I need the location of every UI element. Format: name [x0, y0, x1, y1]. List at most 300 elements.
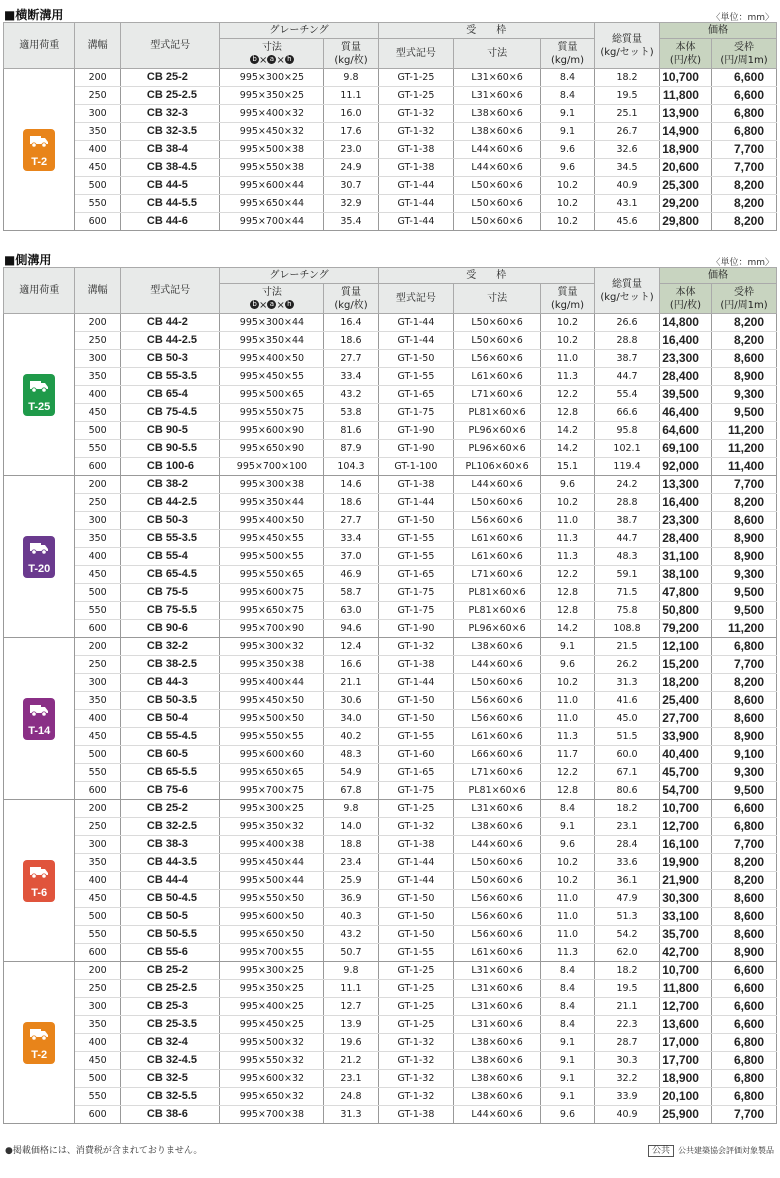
grating-dim-cell: 995×450×55	[220, 530, 324, 548]
table-row	[4, 386, 777, 404]
total-mass-cell: 26.7	[595, 123, 660, 141]
table-row	[4, 710, 777, 728]
grating-mass-cell: 36.9	[324, 890, 378, 908]
width-cell: 450	[75, 1052, 120, 1070]
frame-dim-cell: L61×60×6	[454, 944, 541, 962]
header-frame-model: 型式記号	[378, 284, 454, 314]
frame-mass-cell: 9.6	[540, 1106, 594, 1124]
table-row	[4, 1088, 777, 1106]
header-price-body: 本体 (円/枚)	[660, 39, 712, 69]
load-class-label: T-2	[31, 1048, 48, 1061]
header-frame-mass: 質量 (kg/m)	[540, 39, 594, 69]
width-cell: 500	[75, 177, 120, 195]
price-body-cell: 21,900	[660, 872, 712, 890]
header-frame-model: 型式記号	[378, 39, 454, 69]
width-cell: 400	[75, 386, 120, 404]
price-frame-cell: 6,600	[711, 69, 776, 87]
total-mass-cell: 19.5	[595, 980, 660, 998]
frame-dim-cell: L44×60×6	[454, 1106, 541, 1124]
frame-dim-cell: L50×60×6	[454, 195, 541, 213]
frame-model-cell: GT-1-44	[378, 195, 454, 213]
table-row	[4, 890, 777, 908]
dimension-code-icon: h	[285, 55, 294, 64]
header-grating-dim: 寸法 b × a × h	[220, 39, 324, 69]
grating-dim-cell: 995×300×32	[220, 638, 324, 656]
total-mass-cell: 119.4	[595, 458, 660, 476]
price-body-cell: 25,900	[660, 1106, 712, 1124]
grating-mass-cell: 50.7	[324, 944, 378, 962]
frame-model-cell: GT-1-44	[378, 314, 454, 332]
frame-mass-cell: 10.2	[540, 494, 594, 512]
price-body-cell: 45,700	[660, 764, 712, 782]
frame-dim-cell: L38×60×6	[454, 105, 541, 123]
grating-mass-cell: 53.8	[324, 404, 378, 422]
grating-dim-cell: 995×400×32	[220, 105, 324, 123]
frame-dim-cell: L66×60×6	[454, 746, 541, 764]
frame-model-cell: GT-1-50	[378, 350, 454, 368]
header-price: 価格	[660, 23, 777, 39]
price-frame-cell: 7,700	[711, 656, 776, 674]
model-cell: CB 32-4	[120, 1034, 220, 1052]
grating-dim-cell: 995×450×32	[220, 123, 324, 141]
model-cell: CB 55-4.5	[120, 728, 220, 746]
table-row	[4, 836, 777, 854]
truck-icon	[30, 865, 48, 879]
table-row	[4, 1034, 777, 1052]
grating-mass-cell: 24.8	[324, 1088, 378, 1106]
price-frame-cell: 7,700	[711, 836, 776, 854]
frame-mass-cell: 9.1	[540, 818, 594, 836]
frame-model-cell: GT-1-50	[378, 890, 454, 908]
price-frame-cell: 7,700	[711, 141, 776, 159]
grating-dim-cell: 995×650×50	[220, 926, 324, 944]
model-cell: CB 32-3	[120, 105, 220, 123]
frame-mass-cell: 9.1	[540, 1052, 594, 1070]
model-cell: CB 50-4	[120, 710, 220, 728]
table-row	[4, 440, 777, 458]
price-body-cell: 40,400	[660, 746, 712, 764]
frame-model-cell: GT-1-55	[378, 944, 454, 962]
grating-mass-cell: 16.6	[324, 656, 378, 674]
model-cell: CB 100-6	[120, 458, 220, 476]
price-body-cell: 16,400	[660, 332, 712, 350]
frame-dim-cell: PL81×60×6	[454, 584, 541, 602]
table-row	[4, 458, 777, 476]
dimension-code-icon: a	[267, 55, 276, 64]
frame-dim-cell: L31×60×6	[454, 962, 541, 980]
footnote: ●掲載価格には、消費税が含まれておりません。	[5, 1146, 203, 1156]
price-body-cell: 23,300	[660, 350, 712, 368]
width-cell: 600	[75, 620, 120, 638]
table-row	[4, 548, 777, 566]
price-body-cell: 20,600	[660, 159, 712, 177]
price-frame-cell: 8,600	[711, 512, 776, 530]
price-body-cell: 50,800	[660, 602, 712, 620]
frame-dim-cell: L38×60×6	[454, 123, 541, 141]
table-row	[4, 350, 777, 368]
frame-dim-cell: L38×60×6	[454, 1052, 541, 1070]
header-grating: グレーチング	[220, 268, 378, 284]
total-mass-cell: 40.9	[595, 1106, 660, 1124]
total-mass-cell: 24.2	[595, 476, 660, 494]
table-row	[4, 566, 777, 584]
table-row	[4, 69, 777, 87]
price-frame-cell: 9,300	[711, 386, 776, 404]
grating-mass-cell: 54.9	[324, 764, 378, 782]
table-row	[4, 818, 777, 836]
total-mass-cell: 21.1	[595, 998, 660, 1016]
frame-mass-cell: 9.6	[540, 836, 594, 854]
frame-model-cell: GT-1-75	[378, 584, 454, 602]
model-cell: CB 75-6	[120, 782, 220, 800]
frame-dim-cell: L56×60×6	[454, 908, 541, 926]
frame-mass-cell: 12.8	[540, 782, 594, 800]
grating-dim-cell: 995×400×50	[220, 350, 324, 368]
grating-dim-cell: 995×600×44	[220, 177, 324, 195]
grating-dim-cell: 995×700×100	[220, 458, 324, 476]
grating-dim-cell: 995×350×25	[220, 980, 324, 998]
total-mass-cell: 80.6	[595, 782, 660, 800]
width-cell: 400	[75, 1034, 120, 1052]
model-cell: CB 44-2.5	[120, 494, 220, 512]
grating-mass-cell: 11.1	[324, 980, 378, 998]
total-mass-cell: 45.6	[595, 213, 660, 231]
frame-mass-cell: 10.2	[540, 332, 594, 350]
section-title: ■側溝用	[4, 253, 52, 267]
frame-dim-cell: L61×60×6	[454, 728, 541, 746]
frame-dim-cell: L50×60×6	[454, 674, 541, 692]
grating-mass-cell: 94.6	[324, 620, 378, 638]
width-cell: 250	[75, 818, 120, 836]
table-row	[4, 1106, 777, 1124]
header-grating: グレーチング	[220, 23, 378, 39]
total-mass-cell: 18.2	[595, 800, 660, 818]
frame-mass-cell: 9.1	[540, 1070, 594, 1088]
model-cell: CB 75-4.5	[120, 404, 220, 422]
frame-dim-cell: L50×60×6	[454, 332, 541, 350]
model-cell: CB 44-3	[120, 674, 220, 692]
header-price: 価格	[660, 268, 777, 284]
price-frame-cell: 8,200	[711, 177, 776, 195]
frame-mass-cell: 11.0	[540, 710, 594, 728]
table-row	[4, 494, 777, 512]
model-cell: CB 44-3.5	[120, 854, 220, 872]
grating-mass-cell: 23.1	[324, 1070, 378, 1088]
frame-mass-cell: 11.7	[540, 746, 594, 764]
total-mass-cell: 59.1	[595, 566, 660, 584]
frame-model-cell: GT-1-44	[378, 213, 454, 231]
frame-model-cell: GT-1-55	[378, 548, 454, 566]
frame-model-cell: GT-1-90	[378, 620, 454, 638]
price-frame-cell: 8,600	[711, 890, 776, 908]
grating-dim-cell: 995×350×44	[220, 332, 324, 350]
grating-mass-cell: 17.6	[324, 123, 378, 141]
truck-icon	[30, 379, 48, 393]
width-cell: 200	[75, 962, 120, 980]
header-grating-mass: 質量 (kg/枚)	[324, 284, 378, 314]
total-mass-cell: 55.4	[595, 386, 660, 404]
table-row	[4, 926, 777, 944]
total-mass-cell: 45.0	[595, 710, 660, 728]
model-cell: CB 44-5.5	[120, 195, 220, 213]
frame-dim-cell: L31×60×6	[454, 800, 541, 818]
model-cell: CB 38-3	[120, 836, 220, 854]
model-cell: CB 55-6	[120, 944, 220, 962]
frame-mass-cell: 11.0	[540, 350, 594, 368]
table-row	[4, 746, 777, 764]
model-cell: CB 50-5	[120, 908, 220, 926]
frame-model-cell: GT-1-32	[378, 818, 454, 836]
grating-mass-cell: 9.8	[324, 800, 378, 818]
width-cell: 450	[75, 404, 120, 422]
width-cell: 300	[75, 105, 120, 123]
price-body-cell: 10,700	[660, 962, 712, 980]
total-mass-cell: 30.3	[595, 1052, 660, 1070]
frame-mass-cell: 12.8	[540, 602, 594, 620]
table-row	[4, 1052, 777, 1070]
table-row	[4, 159, 777, 177]
width-cell: 450	[75, 890, 120, 908]
table-row	[4, 872, 777, 890]
grating-dim-cell: 995×500×55	[220, 548, 324, 566]
grating-mass-cell: 30.7	[324, 177, 378, 195]
table-row	[4, 998, 777, 1016]
price-body-cell: 25,300	[660, 177, 712, 195]
frame-model-cell: GT-1-32	[378, 1052, 454, 1070]
grating-mass-cell: 67.8	[324, 782, 378, 800]
frame-mass-cell: 8.4	[540, 87, 594, 105]
frame-mass-cell: 9.1	[540, 1088, 594, 1106]
price-frame-cell: 8,900	[711, 368, 776, 386]
width-cell: 300	[75, 836, 120, 854]
frame-mass-cell: 12.2	[540, 386, 594, 404]
frame-mass-cell: 15.1	[540, 458, 594, 476]
grating-mass-cell: 16.0	[324, 105, 378, 123]
grating-mass-cell: 58.7	[324, 584, 378, 602]
grating-dim-cell: 995×500×44	[220, 872, 324, 890]
grating-mass-cell: 14.0	[324, 818, 378, 836]
price-body-cell: 12,100	[660, 638, 712, 656]
price-body-cell: 35,700	[660, 926, 712, 944]
grating-mass-cell: 33.4	[324, 368, 378, 386]
table-row	[4, 602, 777, 620]
dimension-code-icon: b	[250, 300, 259, 309]
load-class-cell	[4, 962, 75, 1124]
frame-mass-cell: 9.1	[540, 123, 594, 141]
table-row	[4, 944, 777, 962]
load-class-badge	[23, 374, 55, 416]
width-cell: 350	[75, 854, 120, 872]
grating-mass-cell: 12.7	[324, 998, 378, 1016]
price-frame-cell: 6,800	[711, 1088, 776, 1106]
price-body-cell: 18,900	[660, 1070, 712, 1088]
total-mass-cell: 23.1	[595, 818, 660, 836]
width-cell: 250	[75, 494, 120, 512]
model-cell: CB 75-5	[120, 584, 220, 602]
model-cell: CB 65-4.5	[120, 566, 220, 584]
frame-model-cell: GT-1-25	[378, 800, 454, 818]
price-body-cell: 14,800	[660, 314, 712, 332]
price-body-cell: 12,700	[660, 818, 712, 836]
price-frame-cell: 6,800	[711, 818, 776, 836]
grating-mass-cell: 25.9	[324, 872, 378, 890]
total-mass-cell: 18.2	[595, 69, 660, 87]
frame-model-cell: GT-1-44	[378, 854, 454, 872]
price-body-cell: 18,900	[660, 141, 712, 159]
grating-mass-cell: 24.9	[324, 159, 378, 177]
load-class-badge	[23, 1022, 55, 1064]
price-body-cell: 64,600	[660, 422, 712, 440]
price-body-cell: 25,400	[660, 692, 712, 710]
model-cell: CB 38-2.5	[120, 656, 220, 674]
frame-dim-cell: L56×60×6	[454, 926, 541, 944]
grating-mass-cell: 34.0	[324, 710, 378, 728]
total-mass-cell: 108.8	[595, 620, 660, 638]
grating-dim-cell: 995×600×75	[220, 584, 324, 602]
price-frame-cell: 11,200	[711, 440, 776, 458]
table-row	[4, 980, 777, 998]
grating-dim-cell: 995×550×32	[220, 1052, 324, 1070]
table-row	[4, 404, 777, 422]
price-body-cell: 31,100	[660, 548, 712, 566]
frame-model-cell: GT-1-38	[378, 476, 454, 494]
width-cell: 350	[75, 368, 120, 386]
frame-mass-cell: 10.2	[540, 872, 594, 890]
frame-dim-cell: PL81×60×6	[454, 782, 541, 800]
grating-mass-cell: 23.4	[324, 854, 378, 872]
table-row	[4, 314, 777, 332]
frame-dim-cell: L31×60×6	[454, 87, 541, 105]
price-body-cell: 10,700	[660, 69, 712, 87]
grating-mass-cell: 43.2	[324, 386, 378, 404]
model-cell: CB 55-4	[120, 548, 220, 566]
model-cell: CB 38-6	[120, 1106, 220, 1124]
frame-mass-cell: 8.4	[540, 1016, 594, 1034]
width-cell: 500	[75, 584, 120, 602]
total-mass-cell: 40.9	[595, 177, 660, 195]
grating-dim-cell: 995×500×65	[220, 386, 324, 404]
price-body-cell: 39,500	[660, 386, 712, 404]
grating-dim-cell: 995×700×55	[220, 944, 324, 962]
frame-model-cell: GT-1-38	[378, 141, 454, 159]
grating-dim-cell: 995×450×55	[220, 368, 324, 386]
width-cell: 500	[75, 908, 120, 926]
width-cell: 300	[75, 512, 120, 530]
total-mass-cell: 75.8	[595, 602, 660, 620]
grating-mass-cell: 40.2	[324, 728, 378, 746]
total-mass-cell: 26.2	[595, 656, 660, 674]
frame-dim-cell: L44×60×6	[454, 656, 541, 674]
header-frame-dim: 寸法	[454, 39, 541, 69]
frame-dim-cell: L50×60×6	[454, 314, 541, 332]
grating-mass-cell: 11.1	[324, 87, 378, 105]
grating-dim-cell: 995×700×75	[220, 782, 324, 800]
model-cell: CB 38-4.5	[120, 159, 220, 177]
load-class-label: T-20	[28, 562, 51, 575]
width-cell: 500	[75, 1070, 120, 1088]
grating-dim-cell: 995×350×38	[220, 656, 324, 674]
price-body-cell: 28,400	[660, 530, 712, 548]
model-cell: CB 44-5	[120, 177, 220, 195]
frame-dim-cell: L31×60×6	[454, 998, 541, 1016]
price-body-cell: 29,800	[660, 213, 712, 231]
load-class-label: T-14	[28, 724, 51, 737]
frame-dim-cell: L50×60×6	[454, 213, 541, 231]
total-mass-cell: 28.8	[595, 332, 660, 350]
frame-dim-cell: L50×60×6	[454, 177, 541, 195]
width-cell: 450	[75, 728, 120, 746]
grating-dim-cell: 995×300×25	[220, 69, 324, 87]
total-mass-cell: 41.6	[595, 692, 660, 710]
dimension-code-icon: b	[250, 55, 259, 64]
model-cell: CB 25-2.5	[120, 980, 220, 998]
price-frame-cell: 8,200	[711, 494, 776, 512]
width-cell: 550	[75, 1088, 120, 1106]
price-body-cell: 30,300	[660, 890, 712, 908]
frame-model-cell: GT-1-50	[378, 908, 454, 926]
grating-mass-cell: 23.0	[324, 141, 378, 159]
grating-dim-cell: 995×450×44	[220, 854, 324, 872]
price-frame-cell: 6,800	[711, 1052, 776, 1070]
frame-dim-cell: PL96×60×6	[454, 422, 541, 440]
price-body-cell: 13,900	[660, 105, 712, 123]
grating-dim-cell: 995×650×90	[220, 440, 324, 458]
price-frame-cell: 9,500	[711, 404, 776, 422]
grating-mass-cell: 37.0	[324, 548, 378, 566]
price-body-cell: 16,100	[660, 836, 712, 854]
width-cell: 400	[75, 548, 120, 566]
price-frame-cell: 7,700	[711, 476, 776, 494]
model-cell: CB 44-6	[120, 213, 220, 231]
total-mass-cell: 32.2	[595, 1070, 660, 1088]
model-cell: CB 25-2	[120, 800, 220, 818]
width-cell: 400	[75, 872, 120, 890]
frame-dim-cell: L38×60×6	[454, 638, 541, 656]
width-cell: 600	[75, 944, 120, 962]
table-row	[4, 476, 777, 494]
width-cell: 200	[75, 69, 120, 87]
width-cell: 500	[75, 422, 120, 440]
frame-model-cell: GT-1-44	[378, 332, 454, 350]
frame-model-cell: GT-1-50	[378, 926, 454, 944]
header-frame: 受 枠	[378, 23, 595, 39]
grating-mass-cell: 104.3	[324, 458, 378, 476]
total-mass-cell: 44.7	[595, 530, 660, 548]
grating-mass-cell: 31.3	[324, 1106, 378, 1124]
frame-mass-cell: 11.3	[540, 944, 594, 962]
frame-mass-cell: 8.4	[540, 980, 594, 998]
width-cell: 450	[75, 566, 120, 584]
price-frame-cell: 8,200	[711, 854, 776, 872]
frame-model-cell: GT-1-60	[378, 746, 454, 764]
total-mass-cell: 51.5	[595, 728, 660, 746]
model-cell: CB 38-2	[120, 476, 220, 494]
grating-mass-cell: 30.6	[324, 692, 378, 710]
frame-mass-cell: 11.3	[540, 368, 594, 386]
width-cell: 300	[75, 674, 120, 692]
total-mass-cell: 43.1	[595, 195, 660, 213]
truck-icon	[30, 1027, 48, 1041]
grating-dim-cell: 995×550×50	[220, 890, 324, 908]
total-mass-cell: 28.7	[595, 1034, 660, 1052]
frame-model-cell: GT-1-50	[378, 512, 454, 530]
width-cell: 200	[75, 314, 120, 332]
load-class-badge	[23, 698, 55, 740]
grating-dim-cell: 995×400×38	[220, 836, 324, 854]
header-price-frame: 受枠 (円/周1m)	[711, 284, 776, 314]
frame-model-cell: GT-1-44	[378, 494, 454, 512]
grating-mass-cell: 21.1	[324, 674, 378, 692]
